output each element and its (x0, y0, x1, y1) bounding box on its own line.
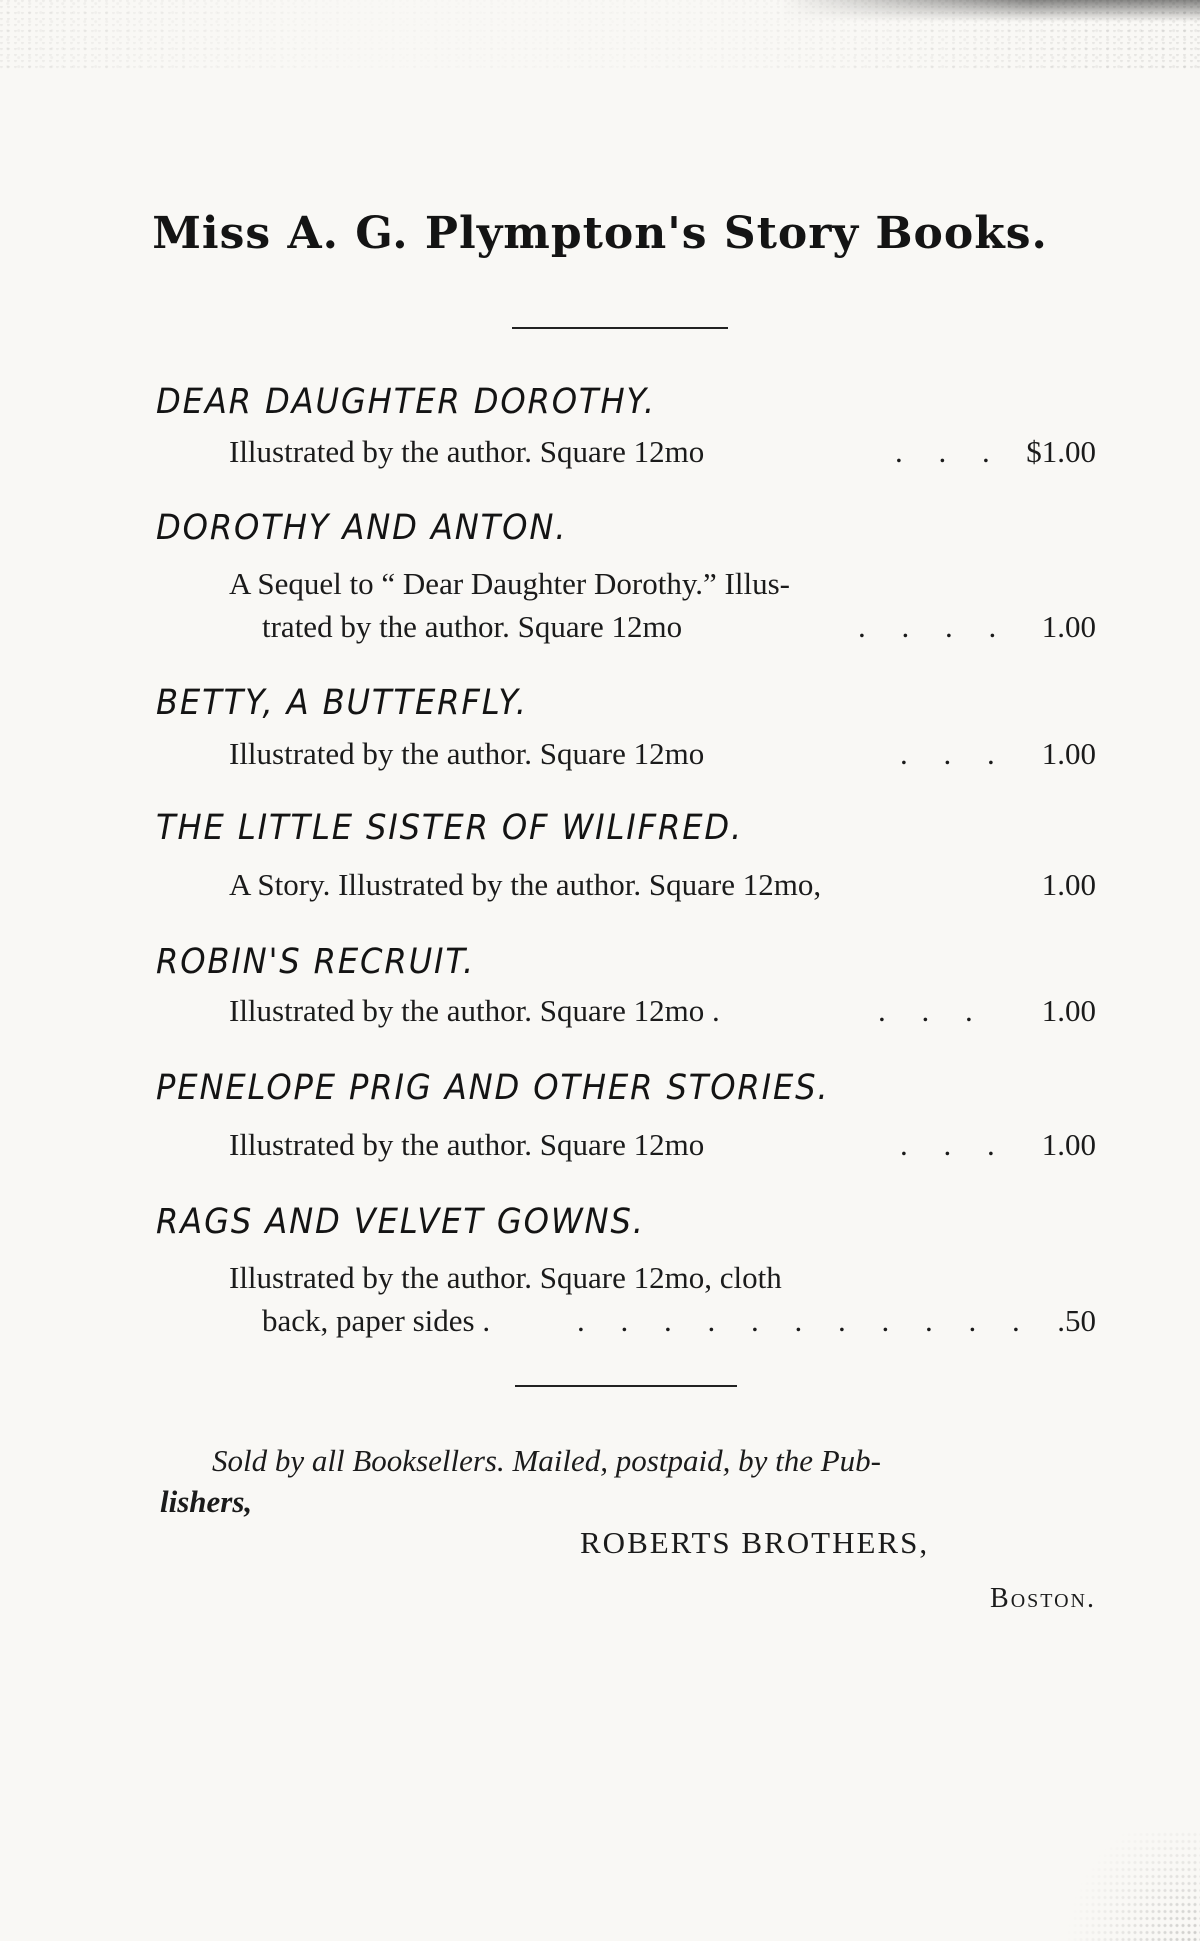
book-title-betty-a-butterfly: BETTY, A BUTTERFLY. (156, 683, 528, 723)
book-description: Illustrated by the author. Square 12mo, cloth (229, 1260, 782, 1295)
dot-leader: . . . (878, 993, 987, 1028)
divider-bottom (515, 1385, 737, 1387)
book-description: trated by the author. Square 12mo (262, 609, 683, 644)
book-price: 1.00 (1041, 993, 1096, 1028)
book-description: Illustrated by the author. Square 12mo (229, 434, 705, 469)
book-price: $1.00 (1026, 434, 1096, 469)
book-title-dear-daughter-dorothy: DEAR DAUGHTER DOROTHY. (156, 382, 656, 422)
book-price: 1.00 (1041, 736, 1096, 771)
book-description: A Sequel to “ Dear Daughter Dorothy.” Illus- (229, 566, 790, 601)
divider-top (512, 327, 728, 329)
dot-leader: . . . (895, 434, 1004, 469)
page-edge-shadow-top-right (780, 0, 1200, 22)
publisher-city: Boston. (990, 1583, 1096, 1614)
book-description: A Story. Illustrated by the author. Square 12mo, (229, 867, 822, 902)
page-title: Miss A. G. Plympton's Story Books. (152, 208, 1048, 259)
book-title-robins-recruit: ROBIN'S RECRUIT. (156, 942, 476, 982)
dot-leader: . . . . . . . . . . . (577, 1303, 1034, 1338)
book-title-dorothy-and-anton: DOROTHY AND ANTON. (156, 508, 568, 548)
book-price: 1.00 (1041, 1127, 1096, 1162)
book-title-penelope-prig-and-other-stories: PENELOPE PRIG AND OTHER STORIES. (156, 1068, 830, 1108)
book-description: back, paper sides . (262, 1303, 491, 1338)
page-edge-speckle-bottom-right (1060, 1831, 1200, 1941)
sales-notice-line-2: lishers, (160, 1484, 253, 1519)
book-price: .50 (1057, 1303, 1096, 1338)
book-price: 1.00 (1041, 609, 1096, 644)
book-description: Illustrated by the author. Square 12mo (229, 1127, 705, 1162)
book-title-rags-and-velvet-gowns: RAGS AND VELVET GOWNS. (156, 1202, 645, 1242)
dot-leader: . . . (900, 736, 1009, 771)
book-price: 1.00 (1041, 867, 1096, 902)
publisher-name: ROBERTS BROTHERS, (580, 1525, 930, 1560)
dot-leader: . . . (900, 1127, 1009, 1162)
sales-notice-line-1: Sold by all Booksellers. Mailed, postpaid, by the Pub- (212, 1443, 881, 1478)
dot-leader: . . . . (858, 609, 1011, 644)
book-title-the-little-sister-of-wilifred: THE LITTLE SISTER OF WILIFRED. (156, 808, 744, 848)
book-description: Illustrated by the author. Square 12mo (229, 736, 705, 771)
book-description: Illustrated by the author. Square 12mo . (229, 993, 720, 1028)
